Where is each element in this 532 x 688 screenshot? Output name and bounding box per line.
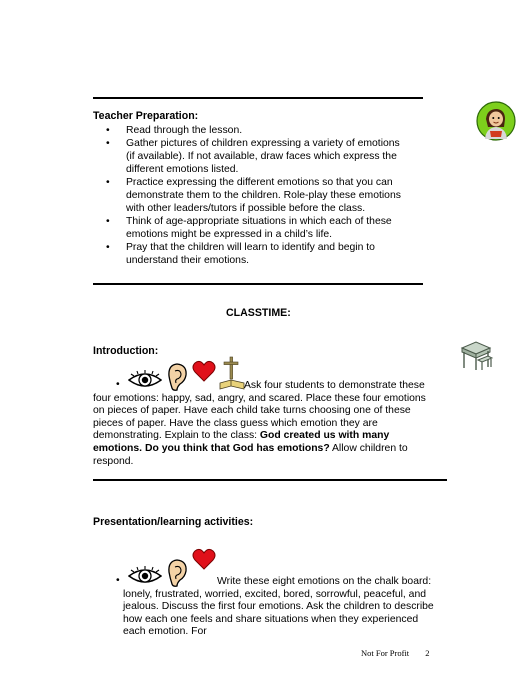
presentation-paragraph: Write these eight emotions on the chalk board: lonely, frustrated, worried, excited, bored, sorrowful, peaceful, and jealous. Discuss the first four emotions. Ask the children to describe how each one feels and share situations when they experienced each emotion. For xyxy=(123,576,434,638)
bullet: • xyxy=(116,379,120,390)
teacher-preparation-list xyxy=(96,124,404,267)
bullet: • xyxy=(116,575,120,586)
introduction-question: God created us with many emotions. Do you think that God has emotions? xyxy=(93,430,390,454)
footer xyxy=(361,647,430,660)
footer-label: Not For Profit xyxy=(361,648,410,658)
prep-divider xyxy=(93,283,423,285)
classroom-desk-icon xyxy=(458,338,494,372)
introduction-text: Ask four students to demonstrate these four emotions: happy, sad, angry, and scared. Place these four emotions on pieces of paper. Have each child take turns choosing one of these pieces of paper. Have the class guess which emotion they are demonstrating. Explain to the class: xyxy=(93,380,426,442)
heart-icon xyxy=(192,360,216,382)
introduction-tail: Allow children to respond. xyxy=(93,442,408,467)
top-divider xyxy=(93,97,423,99)
list-item: • Practice expressing the different emotions so that you can demonstrate them to the children. Role-play these emotions with other leaders/tutors if possible before the class. xyxy=(96,176,404,215)
classtime-heading: CLASSTIME: xyxy=(226,307,291,319)
page-number: 2 xyxy=(425,648,430,658)
list-item: • Gather pictures of children expressing a variety of emotions (if available). If not available, draw faces which express the different emotions listed. xyxy=(96,137,404,176)
list-item: • Read through the lesson. xyxy=(96,124,404,137)
presentation-heading: Presentation/learning activities: xyxy=(93,516,254,528)
heart-icon xyxy=(192,548,216,570)
introduction-heading: Introduction: xyxy=(93,345,159,357)
teacher-preparation-heading: Teacher Preparation: xyxy=(93,110,199,122)
intro-divider xyxy=(93,479,447,481)
introduction-paragraph xyxy=(93,380,438,468)
list-item: • Think of age-appropriate situations in which each of these emotions might be expressed in a child’s life. xyxy=(96,215,404,241)
child-avatar-icon xyxy=(476,101,516,141)
list-item: • Pray that the children will learn to identify and begin to understand their emotions. xyxy=(96,241,404,267)
